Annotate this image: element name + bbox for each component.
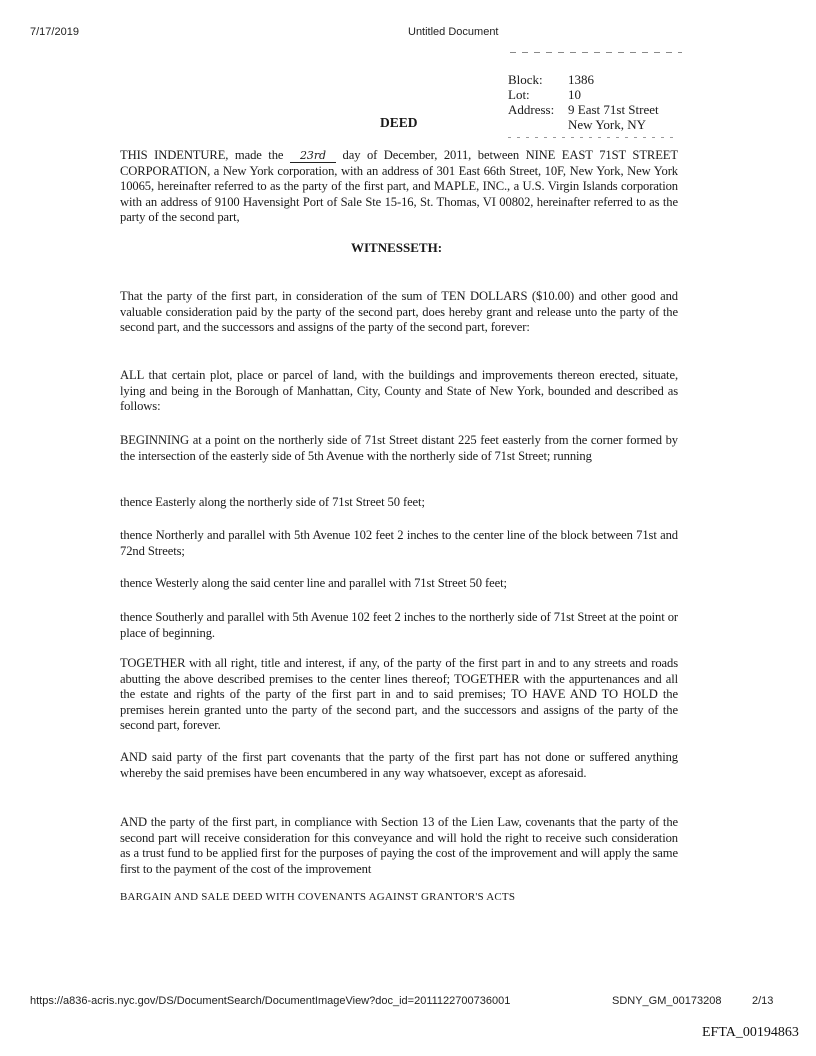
covenants-paragraph: AND said party of the first part covenants that the party of the first part has not done or suffered anything whereby the said premises have been encumbered in any way whatsoever, except as aforesaid. bbox=[120, 750, 678, 780]
lot-row bbox=[508, 87, 581, 102]
lot-label: Lot: bbox=[508, 87, 530, 102]
block-label: Block: bbox=[508, 72, 543, 87]
print-date: 7/17/2019 bbox=[30, 26, 79, 38]
address-label: Address: bbox=[508, 102, 555, 117]
indenture-intro: THIS INDENTURE, made the bbox=[120, 148, 284, 162]
land-description-paragraph: ALL that certain plot, place or parcel of land, with the buildings and improvements thereon erected, situate, lying and being in the Borough of Manhattan, City, County and State of New York, bounded and described as follows: bbox=[120, 368, 678, 413]
efta-stamp: EFTA_00194863 bbox=[702, 1025, 799, 1040]
lien-law-paragraph: AND the party of the first part, in compliance with Section 13 of the Lien Law, covenants that the party of the second part will receive consideration for this conveyance and will hold the right to receive such consideration as a trust fund to be applied first for the purposes of paying the cost of the improvement and will apply the same first to the payment of the cost of the improvement bbox=[120, 815, 678, 876]
page-number: 2/13 bbox=[752, 995, 774, 1007]
westerly-paragraph: thence Westerly along the said center line and parallel with 71st Street 50 feet; bbox=[120, 576, 507, 590]
scan-artifact-line bbox=[510, 52, 682, 53]
document-title: Untitled Document bbox=[408, 26, 499, 38]
deed-title: DEED bbox=[380, 115, 418, 130]
block-row bbox=[508, 72, 594, 87]
consideration-paragraph: That the party of the first part, in consideration of the sum of TEN DOLLARS ($10.00) and other good and valuable consideration paid by the party of the second part, does hereby grant and release unto the party of the second part, and the successors and assigns of the party of the second part, forever: bbox=[120, 289, 678, 334]
together-paragraph: TOGETHER with all right, title and interest, if any, of the party of the first part in and to any streets and roads abutting the above described premises to the center lines thereof; TOGETHER with the appurtenances and all the estate and rights of the party of the first part in and to said premises; TO HAVE AND TO HOLD the premises herein granted unto the party of the second part, and the successors and assigns of the party of the second part, forever. bbox=[120, 656, 678, 732]
beginning-paragraph: BEGINNING at a point on the northerly side of 71st Street distant 225 feet easterly from the corner formed by the intersection of the easterly side of 5th Avenue with the northerly side of 71st Street; running bbox=[120, 433, 678, 463]
block-value: 1386 bbox=[568, 72, 594, 87]
lot-value: 10 bbox=[568, 87, 581, 102]
bates-number: SDNY_GM_00173208 bbox=[612, 995, 722, 1007]
southerly-paragraph: thence Southerly and parallel with 5th Avenue 102 feet 2 inches to the northerly side of 71st Street at the point or place of beginning. bbox=[120, 610, 678, 640]
scan-artifact-line bbox=[508, 137, 678, 138]
easterly-paragraph: thence Easterly along the northerly side of 71st Street 50 feet; bbox=[120, 495, 425, 509]
address-line2: New York, NY bbox=[568, 117, 647, 132]
indenture-paragraph bbox=[120, 148, 678, 226]
handwritten-day: 23rd bbox=[290, 150, 336, 163]
address-row bbox=[508, 102, 659, 117]
address-line1: 9 East 71st Street bbox=[568, 102, 659, 117]
document-url: https://a836-acris.nyc.gov/DS/DocumentSearch/DocumentImageView?doc_id=2011122700736001 bbox=[30, 995, 511, 1007]
form-label: BARGAIN AND SALE DEED WITH COVENANTS AGAINST GRANTOR'S ACTS bbox=[120, 891, 516, 903]
witnesseth-heading: WITNESSETH: bbox=[351, 240, 443, 255]
indenture-body: day of December, 2011, between NINE EAST 71ST STREET CORPORATION, a New York corporation, with an address of 301 East 66th Street, 10F, New York, New York 10065, hereinafter referred to as the party of the first part, and MAPLE, INC., a U.S. Virgin Islands corporation with an address of 9100 Havensight Port of Sale Ste 15-16, St. Thomas, VI 00802, hereinafter referred to as the party of the second part, bbox=[120, 148, 678, 224]
northerly-paragraph: thence Northerly and parallel with 5th Avenue 102 feet 2 inches to the center line of the block between 71st and 72nd Streets; bbox=[120, 528, 678, 558]
